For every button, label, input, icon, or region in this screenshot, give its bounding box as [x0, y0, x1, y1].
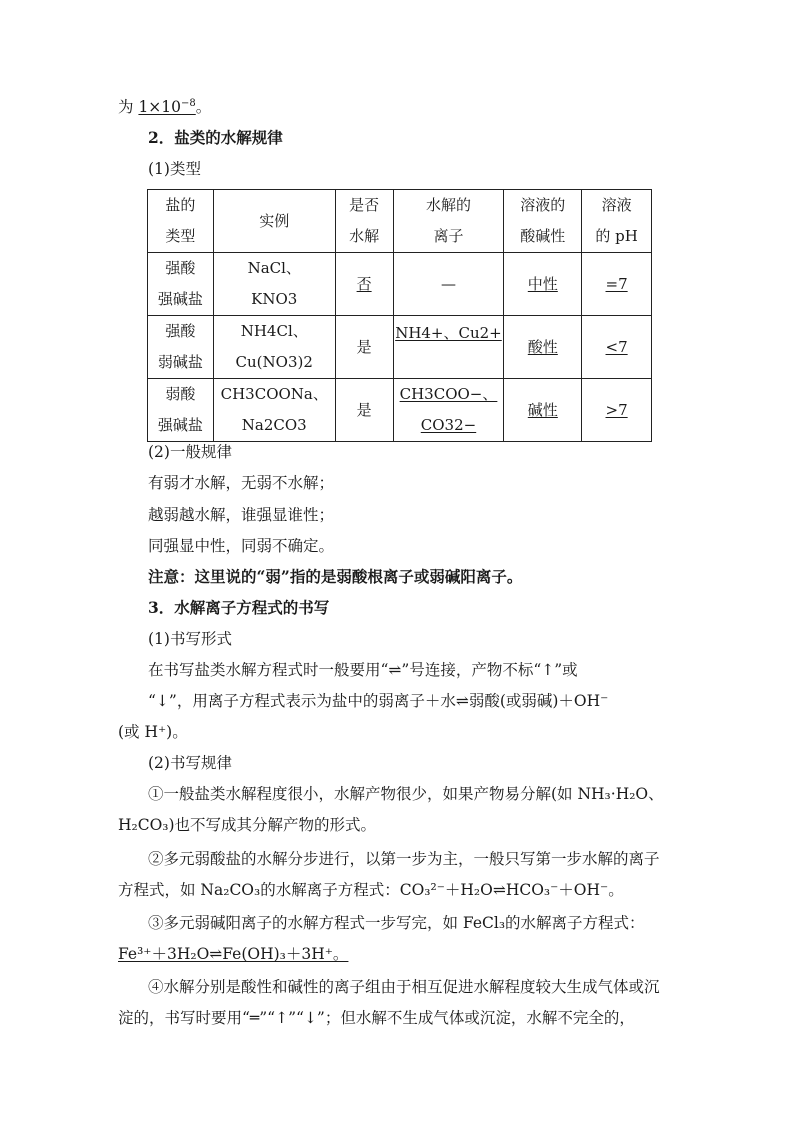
header-acidity: 溶液的 酸碱性 [504, 190, 582, 253]
intro-value-base: 1×10 [138, 98, 182, 116]
row3-type: 弱酸 强碱盐 [148, 379, 214, 442]
rule-line: 有弱才水解，无弱不水解； [148, 474, 335, 492]
form-line: 在书写盐类水解方程式时一般要用“⇌”号连接，产物不标“↑”或 [148, 661, 578, 679]
rule-line: 同强显中性，同弱不确定。 [148, 537, 335, 555]
rule2-line: 方程式，如 Na₂CO₃的水解离子方程式：CO₃²⁻＋H₂O⇌HCO₃⁻＋OH⁻。 [118, 881, 624, 899]
row3-acidity: 碱性 [504, 379, 582, 442]
header-ph: 溶液 的 pH [582, 190, 652, 253]
section2-heading: 2．盐类的水解规律 [148, 128, 283, 147]
header-type: 盐的 类型 [148, 190, 214, 253]
header-example: 实例 [213, 190, 335, 253]
section3-sub1: (1)书写形式 [148, 630, 232, 648]
table-header-row [148, 190, 652, 253]
intro-prefix: 为 [118, 98, 139, 116]
intro-value [138, 98, 195, 116]
table-row [148, 316, 652, 379]
row3-hydrolysis: 是 [335, 379, 393, 442]
form-line: (或 H⁺)。 [118, 723, 188, 741]
section2-sub1: (1)类型 [148, 160, 201, 178]
header-hydrolysis: 是否 水解 [335, 190, 393, 253]
row3-ph: >7 [582, 379, 652, 442]
rule2-line: ②多元弱酸盐的水解分步进行，以第一步为主，一般只写第一步水解的离子 [148, 850, 660, 868]
section3-heading: 3．水解离子方程式的书写 [148, 598, 330, 617]
general-rules-heading: (2)一般规律 [148, 443, 232, 461]
row2-type: 强酸 弱碱盐 [148, 316, 214, 379]
section3-sub2: (2)书写规律 [148, 754, 232, 772]
table-row [148, 253, 652, 316]
table-row [148, 379, 652, 442]
rule4-line: 淀的，书写时要用“═”“↑”“↓”；但水解不生成气体或沉淀，水解不完全的， [118, 1009, 635, 1027]
intro-suffix: 。 [195, 98, 212, 116]
rule-line: 越弱越水解，谁强显谁性； [148, 506, 335, 524]
row2-hydrolysis: 是 [335, 316, 393, 379]
row2-acidity: 酸性 [504, 316, 582, 379]
row1-ph: =7 [582, 253, 652, 316]
row2-ph: <7 [582, 316, 652, 379]
row1-example: NaCl、 KNO3 [213, 253, 335, 316]
row2-ions: NH4+、Cu2+ [393, 316, 504, 379]
intro-value-exponent: −8 [181, 98, 196, 109]
row1-acidity: 中性 [504, 253, 582, 316]
row2-example: NH4Cl、 Cu(NO3)2 [213, 316, 335, 379]
header-ions: 水解的 离子 [393, 190, 504, 253]
rule1-line: ①一般盐类水解程度很小，水解产物很少，如果产物易分解(如 NH₃·H₂O、 [148, 785, 664, 803]
row3-example: CH3COONa、 Na2CO3 [213, 379, 335, 442]
rule3-line: ③多元弱碱阳离子的水解方程式一步写完，如 FeCl₃的水解离子方程式： [148, 914, 645, 932]
rule1-line: H₂CO₃)也不写成其分解产物的形式。 [118, 816, 377, 834]
row3-ions: CH3COO−、 CO32− [393, 379, 504, 442]
row1-hydrolysis: 否 [335, 253, 393, 316]
rule4-line: ④水解分别是酸性和碱性的离子组由于相互促进水解程度较大生成气体或沉 [148, 978, 660, 996]
row1-ions: — [393, 253, 504, 316]
intro-line [118, 96, 211, 118]
row1-type: 强酸 强碱盐 [148, 253, 214, 316]
salt-hydrolysis-table [147, 189, 652, 442]
note-line: 注意：这里说的“弱”指的是弱酸根离子或弱碱阳离子。 [148, 567, 523, 586]
form-line: “↓”，用离子方程式表示为盐中的弱离子＋水⇌弱酸(或弱碱)＋OH⁻ [148, 692, 609, 710]
rule3-line: Fe³⁺＋3H₂O⇌Fe(OH)₃＋3H⁺。 [118, 945, 349, 963]
